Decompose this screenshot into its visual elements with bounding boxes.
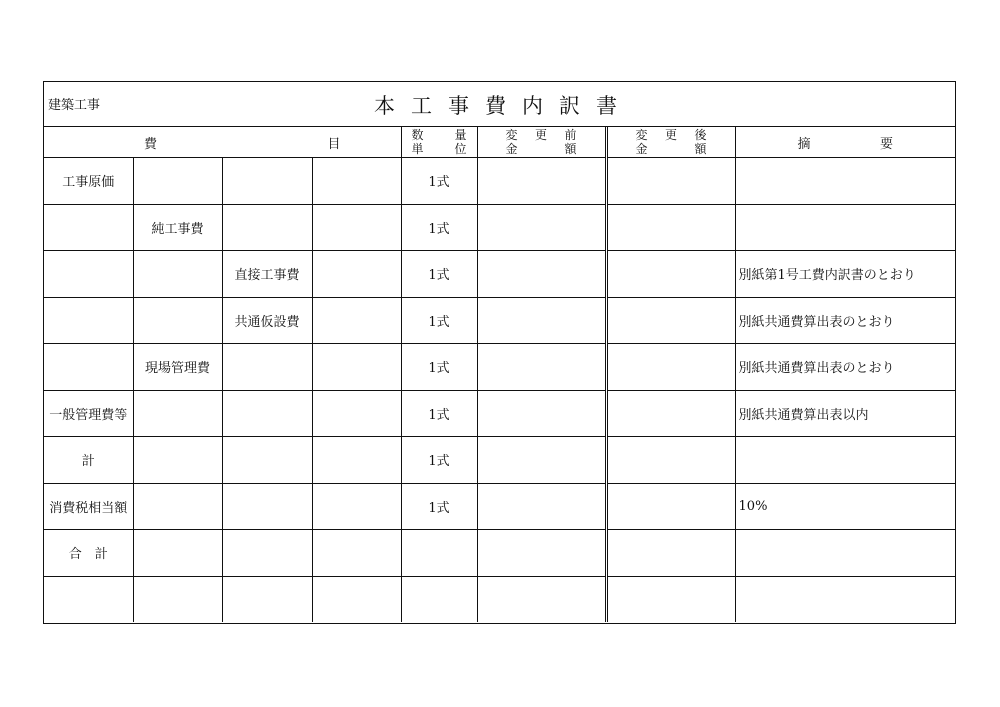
item-header bbox=[44, 127, 401, 158]
after-amount-cell bbox=[606, 344, 735, 391]
level2-cell bbox=[133, 530, 222, 577]
level3-cell bbox=[222, 483, 312, 530]
quantity-cell: 1式 bbox=[401, 390, 477, 437]
remarks-cell bbox=[735, 437, 955, 484]
work-category: 建築工事 bbox=[48, 98, 101, 113]
remarks-char-1: 摘 bbox=[797, 136, 811, 152]
after-amount-cell bbox=[606, 483, 735, 530]
table-row bbox=[44, 483, 955, 530]
level1-cell bbox=[44, 204, 133, 251]
level2-cell bbox=[133, 390, 222, 437]
before-char-1: 変 bbox=[505, 128, 518, 142]
after-amount-cell bbox=[606, 158, 735, 205]
level1-cell: 工事原価 bbox=[44, 158, 133, 205]
level3-cell bbox=[222, 576, 312, 622]
before-amount-cell bbox=[477, 576, 606, 622]
remarks-cell: 別紙共通費算出表以内 bbox=[735, 390, 955, 437]
level4-cell bbox=[312, 204, 401, 251]
after-char-3: 後 bbox=[694, 128, 707, 142]
level3-cell bbox=[222, 344, 312, 391]
table-row bbox=[44, 251, 955, 298]
level4-cell bbox=[312, 390, 401, 437]
after-change-header bbox=[606, 127, 735, 158]
level4-cell bbox=[312, 251, 401, 298]
after-amount-char-2: 額 bbox=[694, 142, 707, 156]
remarks-header bbox=[735, 127, 955, 158]
after-amount-char-1: 金 bbox=[635, 142, 648, 156]
qty-char-1: 数 bbox=[411, 128, 424, 142]
before-amount-cell bbox=[477, 437, 606, 484]
before-change-header bbox=[477, 127, 606, 158]
level4-cell bbox=[312, 437, 401, 484]
level1-cell bbox=[44, 344, 133, 391]
quantity-cell: 1式 bbox=[401, 437, 477, 484]
before-char-2: 更 bbox=[535, 128, 548, 142]
level3-cell bbox=[222, 158, 312, 205]
level1-cell: 合 計 bbox=[44, 530, 133, 577]
remarks-cell: 10% bbox=[735, 483, 955, 530]
level2-cell: 現場管理費 bbox=[133, 344, 222, 391]
level3-cell bbox=[222, 437, 312, 484]
remarks-cell bbox=[735, 158, 955, 205]
document-title: 本工事費内訳書 bbox=[374, 94, 633, 118]
remarks-cell bbox=[735, 204, 955, 251]
level1-cell bbox=[44, 297, 133, 344]
quantity-cell bbox=[401, 530, 477, 577]
quantity-cell: 1式 bbox=[401, 251, 477, 298]
quantity-cell: 1式 bbox=[401, 158, 477, 205]
table-row bbox=[44, 297, 955, 344]
after-amount-cell bbox=[606, 530, 735, 577]
level2-cell bbox=[133, 251, 222, 298]
level2-cell bbox=[133, 576, 222, 622]
table-row bbox=[44, 390, 955, 437]
level4-cell bbox=[312, 297, 401, 344]
level4-cell bbox=[312, 158, 401, 205]
after-amount-cell bbox=[606, 204, 735, 251]
item-header-left: 費 bbox=[144, 136, 158, 152]
quantity-unit-header bbox=[401, 127, 477, 158]
unit-char-2: 位 bbox=[454, 142, 467, 156]
level3-cell bbox=[222, 530, 312, 577]
before-amount-cell bbox=[477, 483, 606, 530]
after-amount-cell bbox=[606, 576, 735, 622]
before-amount-cell bbox=[477, 204, 606, 251]
qty-char-2: 量 bbox=[454, 128, 467, 142]
remarks-cell: 別紙共通費算出表のとおり bbox=[735, 344, 955, 391]
after-char-1: 変 bbox=[635, 128, 648, 142]
before-amount-cell bbox=[477, 251, 606, 298]
level3-cell: 直接工事費 bbox=[222, 251, 312, 298]
level4-cell bbox=[312, 483, 401, 530]
cost-breakdown-table bbox=[44, 127, 955, 622]
level4-cell bbox=[312, 344, 401, 391]
before-amount-char-1: 金 bbox=[505, 142, 518, 156]
level4-cell bbox=[312, 576, 401, 622]
table-row bbox=[44, 530, 955, 577]
table-row bbox=[44, 437, 955, 484]
remarks-cell: 別紙共通費算出表のとおり bbox=[735, 297, 955, 344]
before-char-3: 前 bbox=[564, 128, 577, 142]
remarks-char-2: 要 bbox=[880, 136, 894, 152]
level1-cell: 消費税相当額 bbox=[44, 483, 133, 530]
remarks-cell: 別紙第1号工費内訳書のとおり bbox=[735, 251, 955, 298]
level4-cell bbox=[312, 530, 401, 577]
quantity-cell: 1式 bbox=[401, 297, 477, 344]
title-row bbox=[44, 82, 955, 127]
level2-cell bbox=[133, 297, 222, 344]
after-amount-cell bbox=[606, 251, 735, 298]
table-row bbox=[44, 576, 955, 622]
level3-cell bbox=[222, 204, 312, 251]
before-amount-cell bbox=[477, 530, 606, 577]
quantity-cell: 1式 bbox=[401, 483, 477, 530]
table-row bbox=[44, 204, 955, 251]
after-amount-cell bbox=[606, 390, 735, 437]
after-amount-cell bbox=[606, 437, 735, 484]
quantity-cell: 1式 bbox=[401, 204, 477, 251]
after-amount-cell bbox=[606, 297, 735, 344]
level1-cell: 一般管理費等 bbox=[44, 390, 133, 437]
item-header-right: 目 bbox=[327, 136, 341, 152]
remarks-cell bbox=[735, 576, 955, 622]
level2-cell bbox=[133, 158, 222, 205]
table-row bbox=[44, 344, 955, 391]
remarks-cell bbox=[735, 530, 955, 577]
before-amount-cell bbox=[477, 390, 606, 437]
level2-cell: 純工事費 bbox=[133, 204, 222, 251]
unit-char-1: 単 bbox=[411, 142, 424, 156]
before-amount-cell bbox=[477, 297, 606, 344]
level3-cell bbox=[222, 390, 312, 437]
before-amount-cell bbox=[477, 344, 606, 391]
before-amount-cell bbox=[477, 158, 606, 205]
level3-cell: 共通仮設費 bbox=[222, 297, 312, 344]
after-char-2: 更 bbox=[665, 128, 678, 142]
level1-cell: 計 bbox=[44, 437, 133, 484]
level1-cell bbox=[44, 251, 133, 298]
level2-cell bbox=[133, 437, 222, 484]
level2-cell bbox=[133, 483, 222, 530]
quantity-cell: 1式 bbox=[401, 344, 477, 391]
breakdown-sheet bbox=[43, 81, 956, 624]
before-amount-char-2: 額 bbox=[564, 142, 577, 156]
header-row bbox=[44, 127, 955, 158]
table-row bbox=[44, 158, 955, 205]
quantity-cell bbox=[401, 576, 477, 622]
level1-cell bbox=[44, 576, 133, 622]
